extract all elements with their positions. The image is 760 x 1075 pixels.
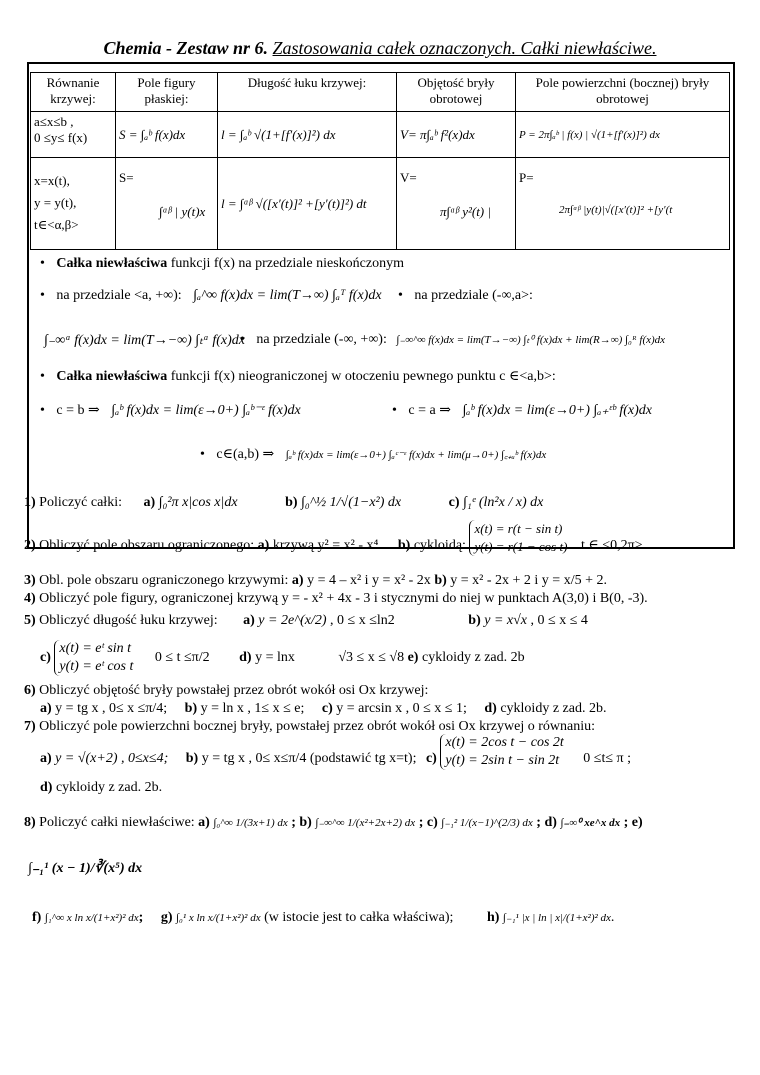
header-arc-length: Długość łuku krzywej: [218, 73, 397, 112]
task-8c-formula: ∫₋₁² 1/(x−1)^(2/3) dx [441, 817, 533, 829]
task-8g-label: g) [160, 910, 173, 925]
bullet-interval-whole [240, 332, 665, 348]
task-7c-system-x: x(t) = 2cos t − cos 2t [445, 735, 564, 750]
task-8b-label: ; b) [291, 815, 312, 830]
row2-area-label: S= [119, 170, 134, 185]
task-8e [28, 860, 142, 877]
bullet-c-equals-a [392, 402, 652, 419]
interval-a-inf-formula: ∫ₐ^∞ f(x)dx = lim(T→∞) ∫ₐᵀ f(x)dx [193, 288, 382, 303]
task-2b-system-x: x(t) = r(t − sin t) [474, 521, 563, 536]
task-3a-text: y = 4 – x² i y = x² - 2x [307, 573, 431, 588]
header-volume: Objętość bryły obrotowej [397, 73, 516, 112]
task-6-text: Obliczyć objętość bryły powstałej przez obrót wokół osi Ox krzywej: [39, 683, 429, 698]
row1-arc: l = ∫ₐᵇ √(1+[f′(x)]²) dx [218, 112, 397, 158]
table-row [31, 158, 730, 250]
table-row [31, 112, 730, 158]
bullet-improper-infinite [40, 256, 404, 272]
task-8b-formula: ∫₋∞^∞ 1/(x²+2x+2) dx [315, 817, 416, 829]
task-1a-label: a) [143, 495, 156, 510]
row2-area [116, 158, 218, 250]
task-3b-text: y = x² - 2x + 2 i y = x/5 + 2. [450, 573, 607, 588]
task-8g-note: (w istocie jest to całka właściwa); [264, 910, 454, 925]
row2-volume [397, 158, 516, 250]
task-8a-label: a) [198, 815, 210, 830]
row1-area: S = ∫ₐᵇ f(x)dx [116, 112, 218, 158]
task-2-number: 2) [24, 538, 36, 554]
task-2a-text: krzywą y² = x² - x⁴ [272, 538, 379, 554]
task-1c-formula: ∫₁ᵉ (ln²x / x) dx [463, 495, 544, 510]
task-5e-text: cykloidy z zad. 2b [421, 650, 525, 666]
row2-eq-line1: x=x(t), [34, 173, 70, 188]
task-5c-system-x: x(t) = eᵗ sin t [59, 641, 132, 656]
task-6b-text: y = ln x , 1≤ x ≤ e; [200, 701, 305, 716]
formula-inf-a [44, 332, 245, 349]
bullet-interval-inf-a [398, 288, 533, 304]
task-7a-label: a) [40, 751, 52, 767]
task-5-number: 5) [24, 613, 36, 628]
task-7c-label: c) [425, 751, 437, 767]
task-8-text: Policzyć całki niewłaściwe: [39, 815, 195, 830]
task-5e-label: e) [407, 650, 419, 666]
task-5a-range: , 0 ≤ x ≤ln2 [330, 613, 395, 628]
task-6d-text: cykloidy z zad. 2b. [500, 701, 607, 716]
task-1a-formula: ∫₀²π x|cos x|dx [158, 495, 238, 510]
task-3 [24, 573, 607, 589]
task-7d-label: d) [40, 780, 53, 795]
interval-whole-label: na przedziale (-∞, +∞): [256, 332, 387, 347]
row1-eq-line2: 0 ≤y≤ f(x) [34, 130, 88, 145]
task-7-items [40, 735, 632, 770]
c-equals-a-label: c = a ⇒ [408, 403, 451, 418]
task-4 [24, 591, 648, 607]
c-inside-formula: ∫ₐᵇ f(x)dx = lim(ε→0+) ∫ₐᶜ⁻ᵋ f(x)dx + lim(μ→0+) ∫꜀₊ᵤᵇ f(x)dx [285, 449, 547, 461]
task-7d [40, 780, 162, 796]
task-5b-range: , 0 ≤ x ≤ 4 [530, 613, 588, 628]
task-8 [24, 815, 643, 831]
task-8d-label: ; d) [536, 815, 557, 830]
improper-unbounded-heading: Całka niewłaściwa [56, 369, 168, 384]
interval-whole-formula: ∫₋∞^∞ f(x)dx = lim(T→−∞) ∫ₜ⁰ f(x)dx + lim(R→∞) ∫₀ᴿ f(x)dx [396, 334, 666, 346]
task-4-text: Obliczyć pole figury, ograniczonej krzywą y = - x² + 4x - 3 i stycznymi do niej w punktach A(3,0) i B(0, -3). [39, 591, 648, 606]
task-2 [24, 521, 744, 556]
task-8e-formula: ∫₋₁¹ (x − 1)/∛(x⁵) dx [28, 861, 143, 876]
task-6d-label: d) [484, 701, 497, 716]
title-topic: Zastosowania całek oznaczonych. Całki niewłaściwe. [272, 38, 657, 58]
row2-surface [516, 158, 730, 250]
task-6b-label: b) [184, 701, 198, 716]
task-8d-formula: ∫₋∞⁰ xe^x dx [560, 817, 621, 829]
task-5b-formula: y = x√x [484, 613, 528, 628]
task-7b-label: b) [185, 751, 199, 767]
bullet-improper-unbounded [40, 368, 556, 385]
task-6 [24, 683, 428, 699]
task-5d-text: y = lnx [255, 650, 295, 666]
bullet-c-inside [200, 446, 546, 463]
task-8h-end: . [610, 910, 615, 925]
task-2b-system-y: y(t) = r(1 − cos t) [474, 539, 568, 554]
row2-eq-line2: y = y(t), [34, 195, 77, 210]
task-7-number: 7) [24, 719, 36, 734]
row2-volume-label: V= [400, 170, 417, 185]
task-7d-text: cykloidy z zad. 2b. [55, 780, 163, 795]
row2-area-formula: ∫ᵅᵝ | y(t)x [159, 204, 206, 219]
header-area: Pole figury płaskiej: [116, 73, 218, 112]
header-equation: Równanie krzywej: [31, 73, 116, 112]
header-surface: Pole powierzchni (bocznej) bryły obrotowej [516, 73, 730, 112]
task-2b-text: cykloidą: [413, 538, 466, 554]
task-2-text: Obliczyć pole obszaru ograniczonego: [39, 538, 255, 554]
task-5a-formula: y = 2e^(x/2) [258, 613, 327, 628]
task-8-last-line [32, 910, 614, 926]
task-8e-label: ; e) [623, 815, 643, 830]
task-6a-text: y = tg x , 0≤ x ≤π/4; [55, 701, 168, 716]
task-7 [24, 719, 595, 735]
task-6c-label: c) [321, 701, 333, 716]
interval-a-inf-label: na przedziale <a, +∞): [56, 288, 182, 303]
task-5 [24, 613, 588, 629]
task-5a-label: a) [243, 613, 255, 628]
task-7c-range: 0 ≤t≤ π ; [583, 751, 632, 767]
task-5d-label: d) [239, 650, 252, 666]
task-1 [24, 495, 543, 511]
task-5-second-line [40, 640, 525, 676]
task-6-items [40, 701, 606, 717]
row2-surface-formula: 2π∫ᵅᵝ |y(t)|√([x′(t)]² +[y′(t [559, 204, 673, 216]
task-1c-label: c) [448, 495, 460, 510]
task-8f-label: f) [32, 910, 42, 925]
task-7c-system [440, 734, 563, 770]
task-1-text: Policzyć całki: [39, 495, 122, 510]
page-title [0, 38, 760, 59]
task-2b-range: t ∈ <0,2π>. [580, 538, 647, 554]
task-4-number: 4) [24, 591, 36, 606]
task-5c-system-y: y(t) = eᵗ cos t [59, 659, 134, 674]
title-course: Chemia - Zestaw nr 6. [103, 38, 269, 58]
task-2b-label: b) [397, 538, 411, 554]
task-5b-label: b) [468, 613, 481, 628]
task-5c-label: c) [40, 650, 51, 666]
c-inside-label: c∈(a,b) ⇒ [216, 447, 275, 462]
task-1b-formula: ∫₀^½ 1/√(1−x²) dx [301, 495, 402, 510]
table-header-row [31, 73, 730, 112]
task-3-text: Obl. pole obszaru ograniczonego krzywymi: [39, 573, 289, 588]
row2-volume-formula: π∫ᵅᵝ y²(t) | [440, 204, 491, 219]
improper-heading-rest: funkcji f(x) na przedziale nieskończonym [167, 256, 404, 271]
task-2a-label: a) [257, 538, 270, 554]
task-8f-formula: ∫₁^∞ x ln x/(1+x²)² dx [44, 912, 139, 924]
task-8-number: 8) [24, 815, 36, 830]
task-8a-formula: ∫₀^∞ 1/(3x+1) dx [213, 817, 288, 829]
task-6-number: 6) [24, 683, 36, 698]
row1-eq-line1: a≤x≤b , [34, 114, 74, 129]
row2-equation [31, 158, 116, 250]
row2-arc: l = ∫ᵅᵝ √([x′(t)]² +[y′(t)]²) dt [218, 158, 397, 250]
task-7-text: Obliczyć pole powierzchni bocznej bryły, powstałej przez obrót wokół osi Ox krzywej o równaniu: [39, 719, 595, 734]
row1-equation [31, 112, 116, 158]
task-8c-label: ; c) [418, 815, 438, 830]
bullet-c-equals-b [40, 402, 301, 419]
bullet-interval-a-inf [40, 288, 382, 304]
task-8f-end: ; [138, 910, 144, 925]
task-5-text: Obliczyć długość łuku krzywej: [39, 613, 218, 628]
improper-unbounded-rest: funkcji f(x) nieograniczonej w otoczeniu pewnego punktu c ∈<a,b>: [167, 369, 556, 384]
task-1-number: 1) [24, 495, 36, 510]
interval-inf-a-label: na przedziale (-∞,a>: [414, 288, 533, 303]
row1-volume: V= π∫ₐᵇ f²(x)dx [397, 112, 516, 158]
row2-eq-line3: t∈<α,β> [34, 217, 79, 232]
row1-surface: P = 2π∫ₐᵇ | f(x) | √(1+[f′(x)]²) dx [516, 112, 730, 158]
c-equals-b-label: c = b ⇒ [56, 403, 100, 418]
task-2b-system [469, 520, 567, 556]
task-1b-label: b) [285, 495, 298, 510]
formula-table [30, 72, 730, 250]
task-7c-system-y: y(t) = 2sin t − sin 2t [445, 753, 560, 768]
task-3a-label: a) [291, 573, 304, 588]
task-3-number: 3) [24, 573, 36, 588]
task-8h-formula: ∫₋₁¹ |x | ln | x|/(1+x²)² dx [502, 912, 611, 924]
task-8g-formula: ∫₀¹ x ln x/(1+x²)² dx [175, 912, 261, 924]
task-5d-range: √3 ≤ x ≤ √8 [338, 650, 405, 666]
task-5c-range: 0 ≤ t ≤π/2 [154, 650, 210, 666]
task-8h-label: h) [486, 910, 500, 925]
task-7a-text: y = √(x+2) , 0≤x≤4; [55, 751, 169, 767]
task-3b-label: b) [434, 573, 447, 588]
task-6c-text: y = arcsin x , 0 ≤ x ≤ 1; [336, 701, 467, 716]
task-7b-text: y = tg x , 0≤ x≤π/4 (podstawić tg x=t); [201, 751, 417, 767]
row2-surface-label: P= [519, 170, 534, 185]
improper-heading: Całka niewłaściwa [56, 256, 168, 271]
c-equals-b-formula: ∫ₐᵇ f(x)dx = lim(ε→0+) ∫ₐᵇ⁻ᵋ f(x)dx [111, 403, 301, 418]
formula-inf-a-text: ∫₋∞ᵃ f(x)dx = lim(T→−∞) ∫ₜᵃ f(x)dx [44, 333, 245, 348]
task-6a-label: a) [40, 701, 52, 716]
c-equals-a-formula: ∫ₐᵇ f(x)dx = lim(ε→0+) ∫ₐ₊ᵋᵇ f(x)dx [462, 403, 652, 418]
task-5c-system [54, 640, 133, 676]
